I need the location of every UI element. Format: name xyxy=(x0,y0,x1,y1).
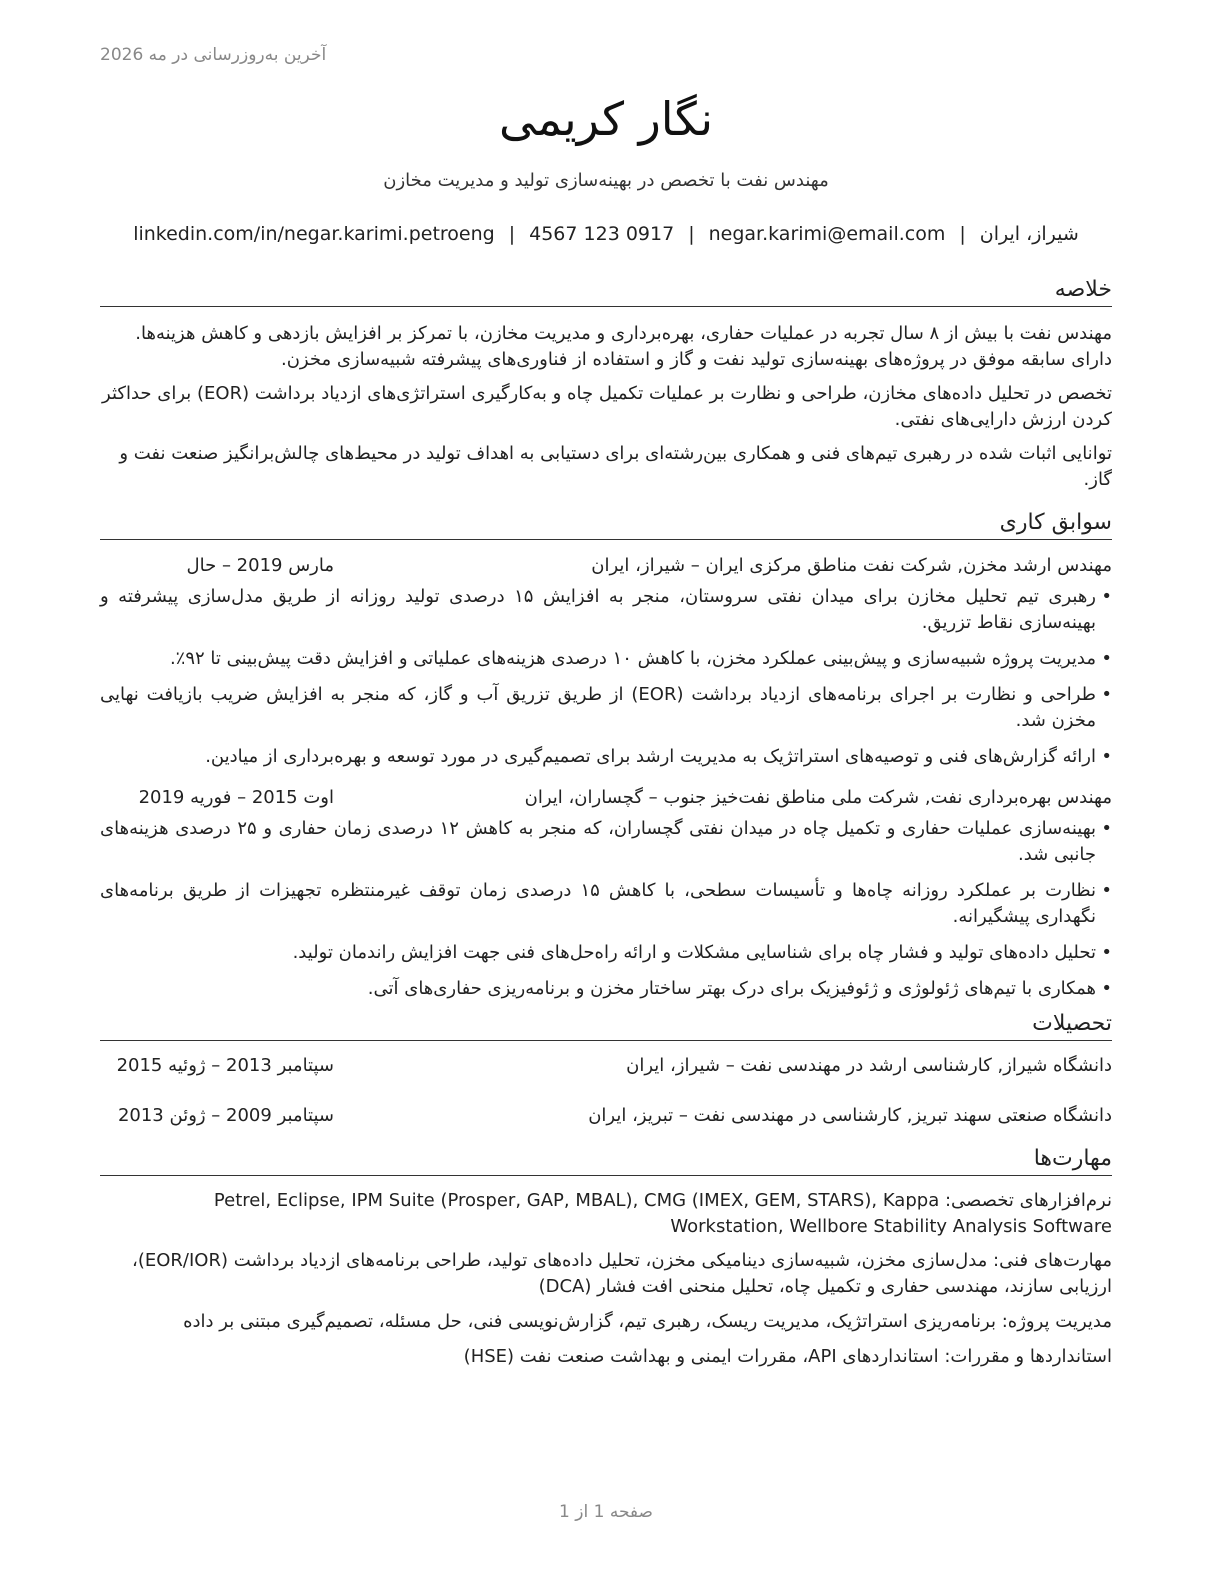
job-subtitle: مهندس نفت با تخصص در بهینه‌سازی تولید و مدیریت مخازن xyxy=(383,170,829,191)
list-item: • همکاری با تیم‌های ژئولوژی و ژئوفیزیک برای درک بهتر ساختار مخزن و برنامه‌ریزی حفاری‌های آتی. xyxy=(100,976,1112,1002)
summary-paragraph: مهندس نفت با بیش از ۸ سال تجربه در عملیات حفاری، بهره‌برداری و مدیریت مخازن، با تمرکز بر افزایش بازدهی و کاهش هزینه‌ها. دارای سابقه موفق در پروژه‌های بهینه‌سازی تولید نفت و گاز و استفاده از فناوری‌های پیشرفته شبیه‌سازی مخزن. xyxy=(135,323,1112,370)
summary-paragraph: تخصص در تحلیل داده‌های مخازن، طراحی و نظارت بر عملیات تکمیل چاه و به‌کارگیری استراتژی‌های ازدیاد برداشت (EOR) برای حداکثر کردن ارزش دارایی‌های نفتی. xyxy=(102,383,1112,430)
skill-line xyxy=(100,1248,1112,1300)
skill-value: Petrel, Eclipse, IPM Suite (Prosper, GAP, MBAL), CMG (IMEX, GEM, STARS), Kappa Workstation, Wellbore Stability Analysis Software xyxy=(213,1190,1112,1237)
skill-value: برنامه‌ریزی استراتژیک، مدیریت ریسک، رهبری تیم، گزارش‌نویسی فنی، حل مسئله، تصمیم‌گیری مبتنی بر داده xyxy=(183,1311,996,1332)
skill-label: نرم‌افزارهای تخصصی: xyxy=(944,1190,1112,1211)
job-title: مهندس بهره‌برداری نفت, شرکت ملی مناطق نفت‌خیز جنوب – گچساران، ایران xyxy=(524,787,1112,808)
contact-linkedin[interactable]: linkedin.com/in/negar.karimi.petroeng xyxy=(133,223,495,245)
skill-value: مدل‌سازی مخزن، شبیه‌سازی دینامیکی مخزن، تحلیل داده‌های تولید، طراحی برنامه‌های ازدیاد برداشت (EOR/IOR)، ارزیابی سازند، مهندسی حفاری و تکمیل چاه، تحلیل منحنی افت فشار (DCA) xyxy=(132,1250,1112,1297)
page-number: صفحه 1 از 1 xyxy=(559,1502,653,1522)
section-title-education: تحصیلات xyxy=(100,1010,1112,1041)
list-item: • ارائه گزارش‌های فنی و توصیه‌های استراتژیک به مدیریت ارشد برای تصمیم‌گیری در مورد توسعه و بهره‌برداری از میادین. xyxy=(100,744,1112,770)
education-item xyxy=(100,1053,1112,1079)
list-item: • تحلیل داده‌های تولید و فشار چاه برای شناسایی مشکلات و ارائه راه‌حل‌های فنی جهت افزایش راندمان تولید. xyxy=(100,940,1112,966)
skill-line xyxy=(100,1309,1112,1335)
section-title-experience: سوابق کاری xyxy=(100,509,1112,540)
contact-phone[interactable]: 4567 123 0917 xyxy=(529,223,675,245)
list-item: • طراحی و نظارت بر اجرای برنامه‌های ازدیاد برداشت (EOR) از طریق تزریق آب و گاز، که منجر به افزایش ضریب بازیافت نهایی مخزن شد. xyxy=(100,682,1112,734)
list-item: • بهینه‌سازی عملیات حفاری و تکمیل چاه در میدان نفتی گچساران، که منجر به کاهش ۱۲ درصدی زمان حفاری و ۲۵ درصدی هزینه‌های جانبی شد. xyxy=(100,816,1112,868)
job-heading xyxy=(100,785,1112,811)
education-dates: سپتامبر 2009 – ژوئن 2013 xyxy=(117,1105,334,1126)
education-item xyxy=(100,1103,1112,1129)
job-dates: اوت 2015 – فوریه 2019 xyxy=(138,787,334,808)
contact-line xyxy=(100,223,1112,245)
job-title: مهندس ارشد مخزن, شرکت نفت مناطق مرکزی ایران – شیراز، ایران xyxy=(591,555,1112,576)
contact-email[interactable]: negar.karimi@email.com xyxy=(708,223,946,245)
section-title-summary: خلاصه xyxy=(100,276,1112,307)
section-title-skills: مهارت‌ها xyxy=(100,1145,1112,1176)
skill-line xyxy=(100,1344,1112,1370)
skill-label: مهارت‌های فنی: xyxy=(993,1250,1112,1271)
skill-label: مدیریت پروژه: xyxy=(1001,1311,1112,1332)
contact-separator: | xyxy=(959,223,966,245)
contact-location: شیراز، ایران xyxy=(979,223,1079,245)
summary-paragraph: توانایی اثبات شده در رهبری تیم‌های فنی و همکاری بین‌رشته‌ای برای دستیابی به اهداف تولید در محیط‌های چالش‌برانگیز صنعت نفت و گاز. xyxy=(119,443,1112,490)
contact-separator: | xyxy=(688,223,695,245)
skill-value: استانداردهای API، مقررات ایمنی و بهداشت صنعت نفت (HSE) xyxy=(463,1346,939,1367)
last-updated: آخرین به‌روزرسانی در مه 2026 xyxy=(100,45,327,65)
job-heading xyxy=(100,553,1112,579)
education-heading: دانشگاه صنعتی سهند تبریز, کارشناسی در مهندسی نفت – تبریز، ایران xyxy=(588,1105,1112,1126)
list-item: • مدیریت پروژه شبیه‌سازی و پیش‌بینی عملکرد مخزن، با کاهش ۱۰ درصدی هزینه‌های عملیاتی و افزایش دقت پیش‌بینی تا ۹۲٪. xyxy=(100,646,1112,672)
education-heading: دانشگاه شیراز, کارشناسی ارشد در مهندسی نفت – شیراز، ایران xyxy=(626,1055,1112,1076)
list-item: • نظارت بر عملکرد روزانه چاه‌ها و تأسیسات سطحی، با کاهش ۱۵ درصدی زمان توقف غیرمنتظره تجهیزات از طریق برنامه‌های نگهداری پیشگیرانه. xyxy=(100,878,1112,930)
skill-label: استانداردها و مقررات: xyxy=(944,1346,1112,1367)
education-dates: سپتامبر 2013 – ژوئیه 2015 xyxy=(116,1055,334,1076)
resume-page xyxy=(100,0,1112,1584)
job-dates: مارس 2019 – حال xyxy=(186,555,334,576)
list-item: • رهبری تیم تحلیل مخازن برای میدان نفتی سروستان، منجر به افزایش ۱۵ درصدی تولید روزانه از طریق مدل‌سازی پیشرفته و بهینه‌سازی نقاط تزریق. xyxy=(100,584,1112,636)
job-bullets xyxy=(100,584,1112,780)
contact-separator: | xyxy=(508,223,516,245)
person-name: نگار کریمی xyxy=(498,92,714,146)
job-bullets xyxy=(100,816,1112,1012)
skill-line xyxy=(100,1188,1112,1240)
